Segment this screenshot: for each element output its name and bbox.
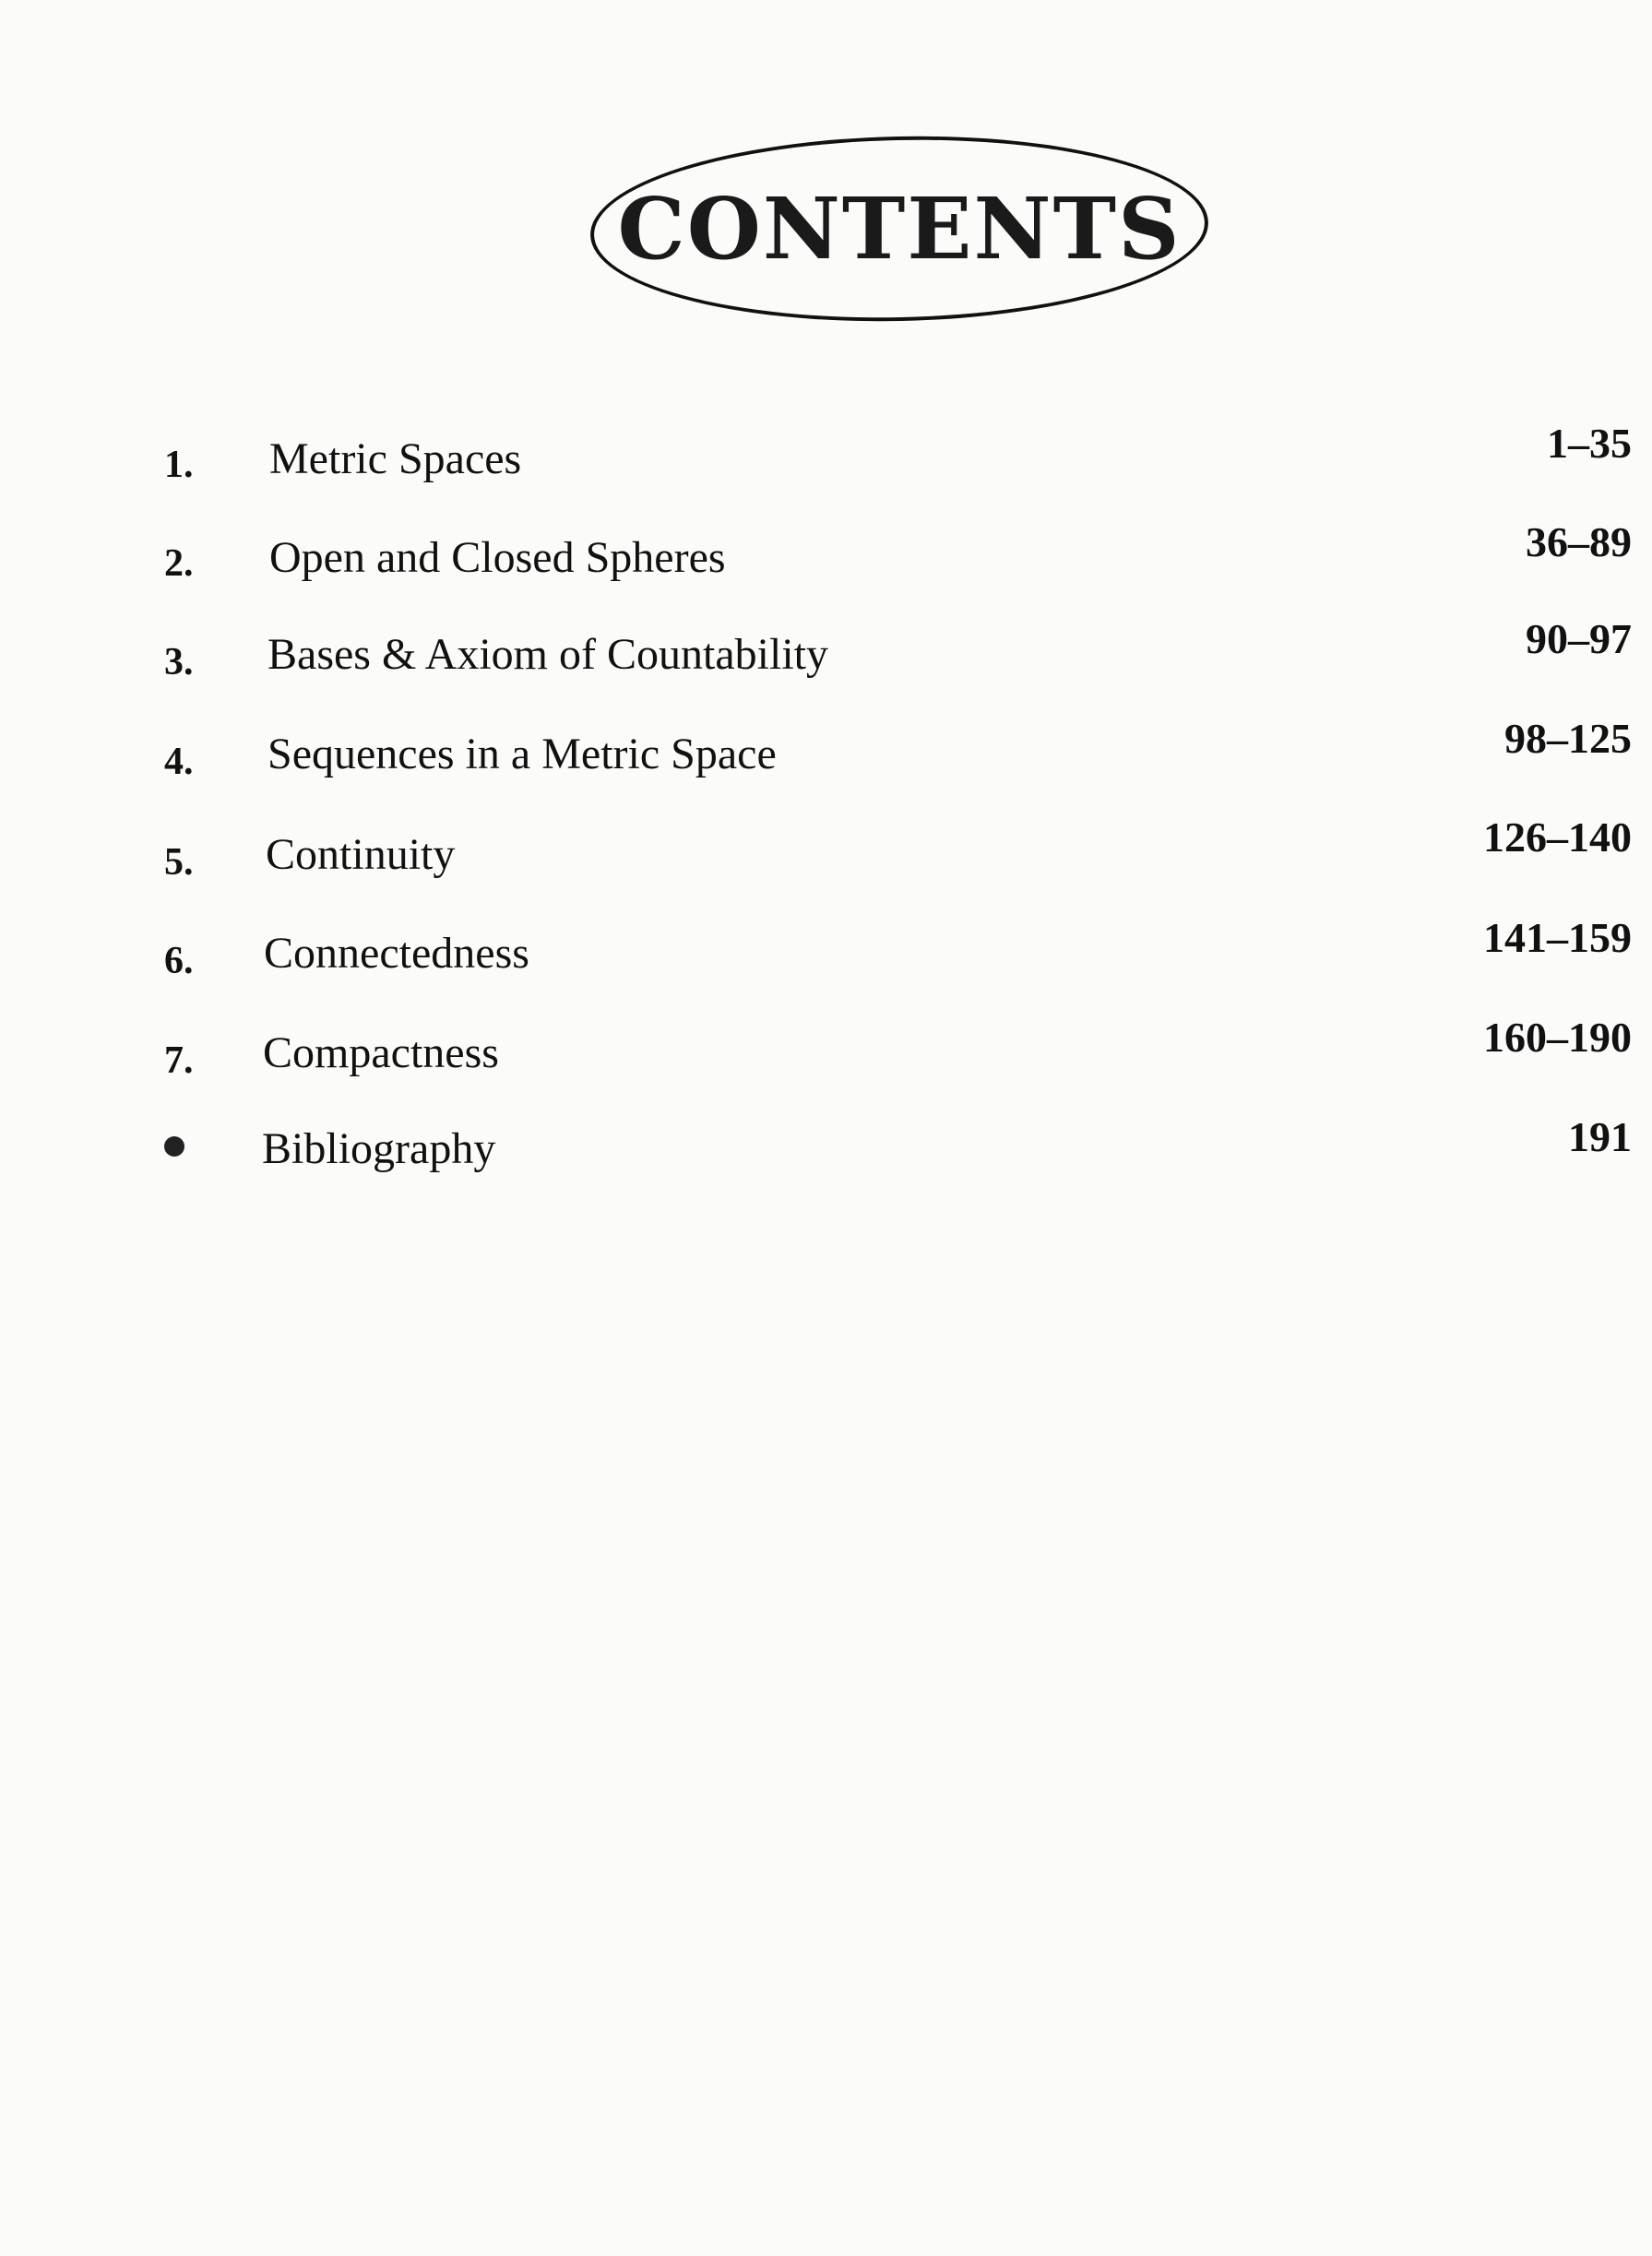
entry-label: Sequences in a Metric Space — [267, 730, 777, 778]
entry-pages: 90–97 — [1526, 615, 1632, 662]
entry-pages: 160–190 — [1483, 1014, 1632, 1061]
toc-entry-4[interactable] — [0, 715, 1652, 801]
entry-pages: 191 — [1568, 1113, 1632, 1160]
toc-entry-7[interactable] — [0, 1014, 1652, 1098]
entry-label: Bibliography — [262, 1124, 496, 1173]
entry-number: 2. — [164, 542, 194, 585]
toc-entry-6[interactable] — [0, 914, 1652, 998]
entry-label: Metric Spaces — [269, 434, 522, 483]
bullet-icon — [164, 1136, 184, 1157]
entry-pages: 36–89 — [1526, 518, 1632, 565]
entry-label: Bases & Axiom of Countability — [267, 630, 828, 679]
toc-entry-bibliography[interactable] — [0, 1113, 1652, 1197]
entry-label: Continuity — [266, 830, 456, 879]
entry-label: Connectedness — [264, 929, 529, 978]
entry-label: Compactness — [263, 1028, 499, 1077]
toc-entry-1[interactable] — [0, 420, 1652, 507]
toc-entry-5[interactable] — [0, 813, 1652, 899]
toc-entry-2[interactable] — [0, 518, 1652, 604]
entry-number: 6. — [164, 940, 194, 982]
entry-pages: 98–125 — [1504, 715, 1632, 762]
entry-number: 4. — [164, 741, 194, 783]
entry-label: Open and Closed Spheres — [269, 533, 726, 582]
entry-number: 1. — [164, 444, 194, 486]
toc-entry-3[interactable] — [0, 615, 1652, 701]
entry-pages: 141–159 — [1483, 914, 1632, 961]
entry-pages: 1–35 — [1547, 420, 1632, 467]
entry-pages: 126–140 — [1483, 813, 1632, 861]
entry-number: 5. — [164, 841, 194, 884]
entry-number: 3. — [164, 641, 194, 683]
entry-number: 7. — [164, 1039, 194, 1082]
page-title: CONTENTS — [617, 179, 1182, 279]
